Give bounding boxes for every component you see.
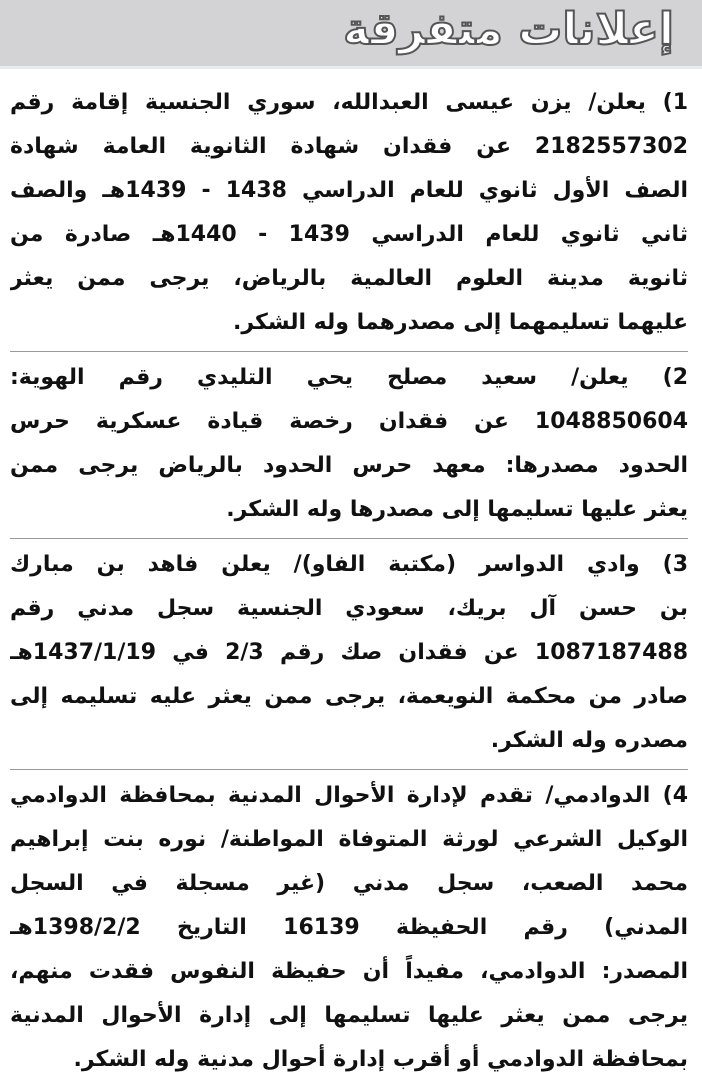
ad-text-line: مصدره وله الشكر. <box>490 728 688 753</box>
ad-text-line: الصف الأول ثانوي للعام الدراسي 1438 - 1439هـ والصف <box>10 178 688 203</box>
section-header <box>0 0 702 69</box>
ad-text-line: 1048850604 عن فقدان رخصة قيادة عسكرية حرس <box>10 409 688 434</box>
ad-text-line: ثانوية مدينة العلوم العالمية بالرياض، يرجى ممن يعثر <box>10 266 688 291</box>
ad-text-line: بمحافظة الدوادمي أو أقرب إدارة أحوال مدنية وله الشكر. <box>73 1047 688 1072</box>
ad-text-line: 1) يعلن/ يزن عيسى العبدالله، سوري الجنسية إقامة رقم <box>10 90 688 115</box>
ad-text-line: 3) وادي الدواسر (مكتبة الفاو)/ يعلن فاهد بن مبارك <box>10 552 688 577</box>
ad-text-line: الوكيل الشرعي لورثة المتوفاة المواطنة/ نوره بنت إبراهيم <box>10 827 688 852</box>
ad-text-line: ثاني ثانوي للعام الدراسي 1439 - 1440هـ صادرة من <box>10 222 688 247</box>
ad-text-line: يرجى ممن يعثر عليها تسليمها إلى إدارة الأحوال المدنية <box>10 1003 688 1028</box>
ad-text-line: المصدر: الدوادمي، مفيداً أن حفيظة النفوس فقدت منهم، <box>10 959 688 984</box>
ad-text-line: يعثر عليها تسليمها إلى مصدرها وله الشكر. <box>226 497 688 522</box>
ad-text-line: 2) يعلن/ سعيد مصلح يحي التليدي رقم الهوية: <box>10 365 688 390</box>
classified-ad <box>10 539 688 770</box>
ad-text-line: المدني) رقم الحفيظة 16139 التاريخ 1398/2/2هـ <box>10 915 688 940</box>
ad-text-line: الحدود مصدرها: معهد حرس الحدود بالرياض يرجى ممن <box>10 453 688 478</box>
ad-text-line: محمد الصعب، سجل مدني (غير مسجلة في السجل <box>10 871 688 896</box>
section-title: إعلانات متفرقة <box>343 4 674 55</box>
ad-text-line: صادر من محكمة النويعمة، يرجى ممن يعثر عليه تسليمه إلى <box>10 684 688 709</box>
ad-text-line: 4) الدوادمي/ تقدم لإدارة الأحوال المدنية بمحافظة الدوادمي <box>10 783 688 808</box>
ad-text-line: بن حسن آل بريك، سعودي الجنسية سجل مدني رقم <box>10 596 688 621</box>
classified-ad <box>10 770 688 1088</box>
classified-ad <box>10 352 688 539</box>
ad-text-line: 1087187488 عن فقدان صك رقم 2/3 في 1437/1/19هـ <box>10 640 688 665</box>
ad-text-line: 2182557302 عن فقدان شهادة الثانوية العامة شهادة <box>10 134 688 159</box>
ad-text-line: عليهما تسليمهما إلى مصدرهما وله الشكر. <box>232 310 688 335</box>
classified-ads-list <box>0 69 702 1088</box>
classified-ad <box>10 77 688 352</box>
